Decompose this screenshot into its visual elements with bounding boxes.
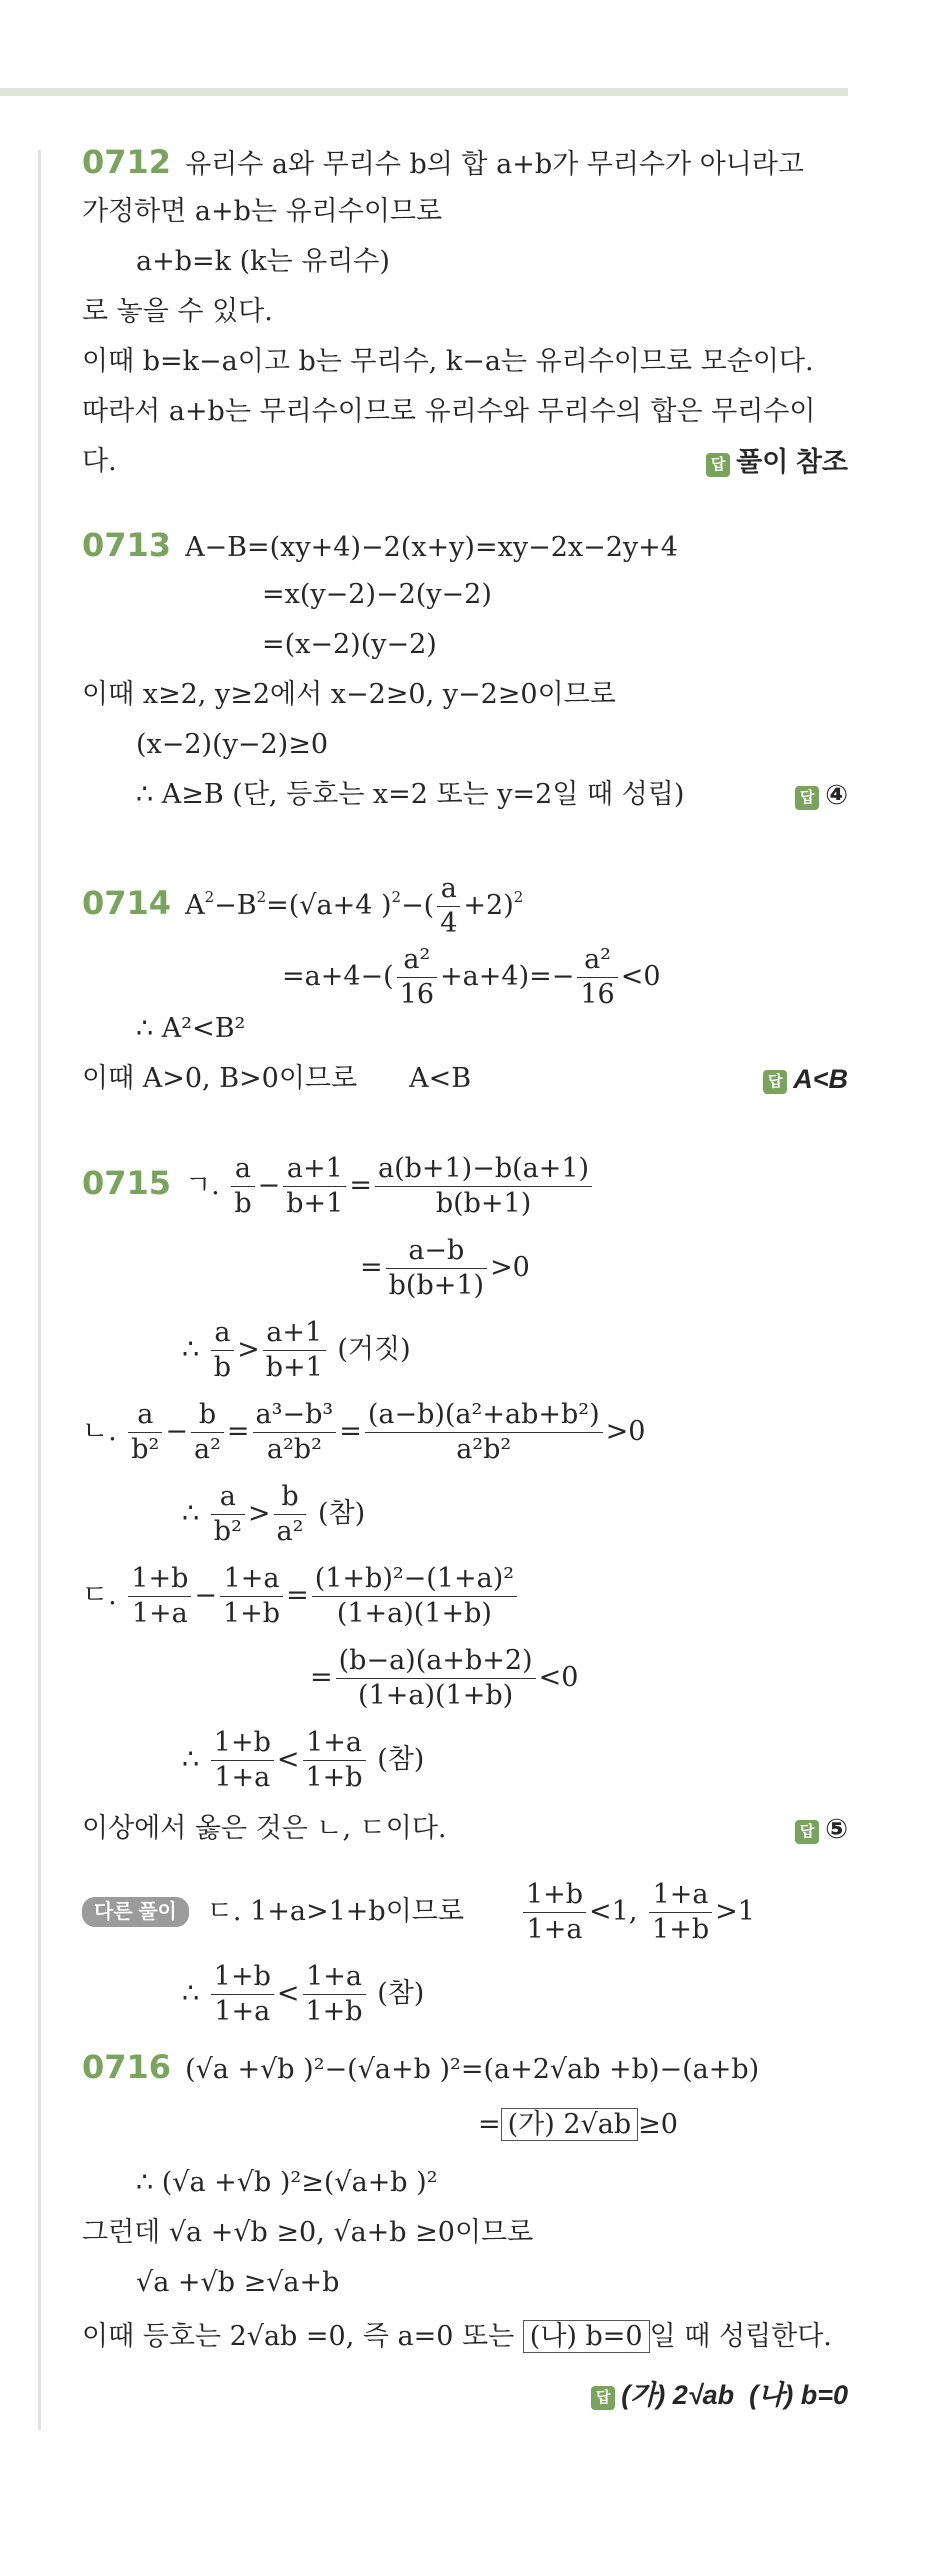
problem-0712-line-5: 이때 b=k−a이고 b는 무리수, k−a는 유리수이므로 모순이다.: [82, 346, 814, 377]
fraction: $\frac{a}{\text{b²}}$: [211, 1480, 245, 1549]
problem-0715-conclusion: 이상에서 옳은 것은 ㄴ, ㄷ이다.: [82, 1813, 447, 1844]
problem-0712-line-4: 로 놓을 수 있다.: [82, 296, 273, 327]
problem-0714-line-4: 이때 A>0, B>0이므로 A<B: [82, 1063, 472, 1094]
problem-0716-line-5: √a +√b ≥√a+b: [136, 2267, 340, 2298]
problem-0716-line-4: 그런데 √a +√b ≥0, √a+b ≥0이므로: [82, 2217, 534, 2248]
problem-number: 0716: [82, 2048, 172, 2086]
fraction: $\frac{b}{\text{a²}}$: [274, 1480, 307, 1549]
problem-0715-line-4: ㄴ. $\frac{a}{\text{b²}}$ − $\frac{b}{\text{a²}}$ = $\frac{\text{a³−b³}}{\text{a²b²}}$ = $\frac{\text{(a−b)(a²+ab+b²)}}{\text{a²b²}}$ >0: [82, 1399, 646, 1465]
problem-0714-line-2: =a+4−( $\frac{\text{a²}}{16}$ +a+4)=− $\frac{\text{a²}}{16}$ <0: [282, 944, 661, 1010]
problem-number: 0713: [82, 526, 172, 564]
fraction: $\frac{\text{a²}}{16}$: [397, 943, 437, 1012]
fraction: $\frac{1+a}{1+b}$: [649, 1878, 712, 1947]
fraction: $\frac{a+1}{b+1}$: [263, 1316, 326, 1385]
problem-number: 0715: [82, 1164, 172, 1202]
problem-0716-line-6: 이때 등호는 2√ab =0, 즉 a=0 또는 (나) b=0 일 때 성립한다.: [82, 2321, 832, 2352]
answer-badge: 답: [795, 786, 819, 810]
problem-0713-line-4: 이때 x≥2, y≥2에서 x−2≥0, y−2≥0이므로: [82, 679, 616, 710]
answer-badge: 답: [763, 1070, 787, 1094]
problem-0716-line-1: 0716 (√a +√b )²−(√a+b )²=(a+2√ab +b)−(a+b): [82, 2048, 760, 2086]
blank-box-na: (나) b=0: [523, 2320, 650, 2353]
fraction: $\frac{\text{a²}}{16}$: [577, 943, 617, 1012]
answer-0716: 답 (가) 2√ab (나) b=0: [591, 2378, 848, 2412]
answer-badge: 답: [795, 1820, 819, 1844]
problem-0714-line-3: ∴ A²<B²: [136, 1013, 246, 1044]
fraction: $\frac{\text{a³−b³}}{\text{a²b²}}$: [253, 1398, 337, 1467]
fraction: $\frac{1+b}{1+a}$: [211, 1726, 274, 1795]
answer-badge: 답: [706, 453, 730, 477]
problem-0715-line-2: = $\frac{a-b}{b(b+1)}$ >0: [360, 1235, 530, 1301]
answer-0712: 답 풀이 참조: [706, 445, 848, 479]
left-margin-rule: [38, 150, 41, 2430]
fraction: $\frac{\text{(a−b)(a²+ab+b²)}}{\text{a²b²}}$: [365, 1398, 603, 1467]
fraction: $\frac{1+b}{1+a}$: [523, 1878, 586, 1947]
problem-number: 0712: [82, 143, 172, 181]
problem-0712-line-1: 0712 유리수 a와 무리수 b의 합 a+b가 무리수가 아니라고: [82, 143, 805, 181]
problem-0712-line-7: 다.: [82, 446, 117, 477]
problem-0715-line-8: ∴ $\frac{1+b}{1+a}$ < $\frac{1+a}{1+b}$ (참): [182, 1727, 425, 1793]
alt-solution-badge: 다른 풀이: [82, 1897, 189, 1927]
header-rule: [0, 88, 848, 96]
fraction: $\frac{a}{4}$: [437, 872, 460, 941]
answer-0713: 답 ④: [795, 778, 848, 812]
problem-0712-line-2: 가정하면 a+b는 유리수이므로: [82, 196, 443, 227]
fraction: $\frac{1+a}{1+b}$: [303, 1960, 366, 2029]
fraction: $\frac{a}{\text{b²}}$: [128, 1398, 162, 1467]
problem-0715-line-1: 0715 ㄱ. $\frac{a}{b}$ − $\frac{a+1}{b+1}$ = $\frac{a(b+1)-b(a+1)}{b(b+1)}$: [82, 1152, 595, 1221]
fraction: $\frac{a+1}{b+1}$: [283, 1152, 346, 1221]
problem-0715-alt-line-2: ∴ $\frac{1+b}{1+a}$ < $\frac{1+a}{1+b}$ (참): [182, 1961, 425, 2027]
fraction: $\frac{b}{\text{a²}}$: [191, 1398, 224, 1467]
problem-0714-line-1: 0714 $A^2-B^2=(√a+4$ )$^2$−( $\frac{a}{4}$ +2)$^2$: [82, 873, 524, 939]
problem-number: 0714: [82, 884, 172, 922]
problem-0715-alt-line-1: 다른 풀이 ㄷ. 1+a>1+b이므로 $\frac{1+b}{1+a}$ <1, $\frac{1+a}{1+b}$ >1: [82, 1878, 755, 1947]
answer-badge: 답: [591, 2386, 615, 2410]
problem-0713-line-5: (x−2)(y−2)≥0: [136, 729, 329, 760]
problem-0715-line-7: = $\frac{(b-a)(a+b+2)}{(1+a)(1+b)}$ <0: [310, 1645, 579, 1711]
problem-0712-line-6: 따라서 a+b는 무리수이므로 유리수와 무리수의 합은 무리수이: [82, 396, 816, 427]
problem-0715-line-6: ㄷ. $\frac{1+b}{1+a}$ − $\frac{1+a}{1+b}$ = $\frac{\text{(1+b)²−(1+a)²}}{(1+a)(1+b)}$: [82, 1562, 520, 1631]
problem-0715-line-5: ∴ $\frac{a}{\text{b²}}$ > $\frac{b}{\text{a²}}$ (참): [182, 1481, 366, 1547]
problem-0713-line-3: =(x−2)(y−2): [262, 629, 437, 660]
problem-0713-line-2: =x(y−2)−2(y−2): [262, 579, 492, 610]
fraction: $\frac{a-b}{b(b+1)}$: [386, 1234, 487, 1303]
problem-0716-line-2: = (가) 2√ab ≥0: [478, 2109, 678, 2140]
problem-0715-line-3: ∴ $\frac{a}{b}$ > $\frac{a+1}{b+1}$ (거짓): [182, 1317, 411, 1383]
fraction: $\frac{1+b}{1+a}$: [128, 1562, 191, 1631]
problem-0713-line-6: ∴ A≥B (단, 등호는 x=2 또는 y=2일 때 성립): [136, 779, 685, 810]
answer-0715: 답 ⑤: [795, 1812, 848, 1846]
problem-0712-line-3: a+b=k (k는 유리수): [136, 246, 390, 277]
fraction: $\frac{1+a}{1+b}$: [220, 1562, 283, 1631]
problem-0716-line-3: ∴ (√a +√b )²≥(√a+b )²: [136, 2167, 438, 2198]
fraction: $\frac{1+a}{1+b}$: [303, 1726, 366, 1795]
blank-box-ga: (가) 2√ab: [501, 2108, 639, 2141]
fraction: $\frac{a(b+1)-b(a+1)}{b(b+1)}$: [375, 1152, 592, 1221]
fraction: $\frac{1+b}{1+a}$: [211, 1960, 274, 2029]
fraction: $\frac{(b-a)(a+b+2)}{(1+a)(1+b)}$: [336, 1644, 536, 1713]
fraction: $\frac{\text{(1+b)²−(1+a)²}}{(1+a)(1+b)}$: [312, 1562, 517, 1631]
fraction: $\frac{a}{b}$: [211, 1316, 234, 1385]
fraction: $\frac{a}{b}$: [231, 1152, 254, 1221]
answer-0714: 답 A<B: [763, 1062, 848, 1096]
problem-0713-line-1: 0713 A−B=(xy+4)−2(x+y)=xy−2x−2y+4: [82, 526, 678, 564]
